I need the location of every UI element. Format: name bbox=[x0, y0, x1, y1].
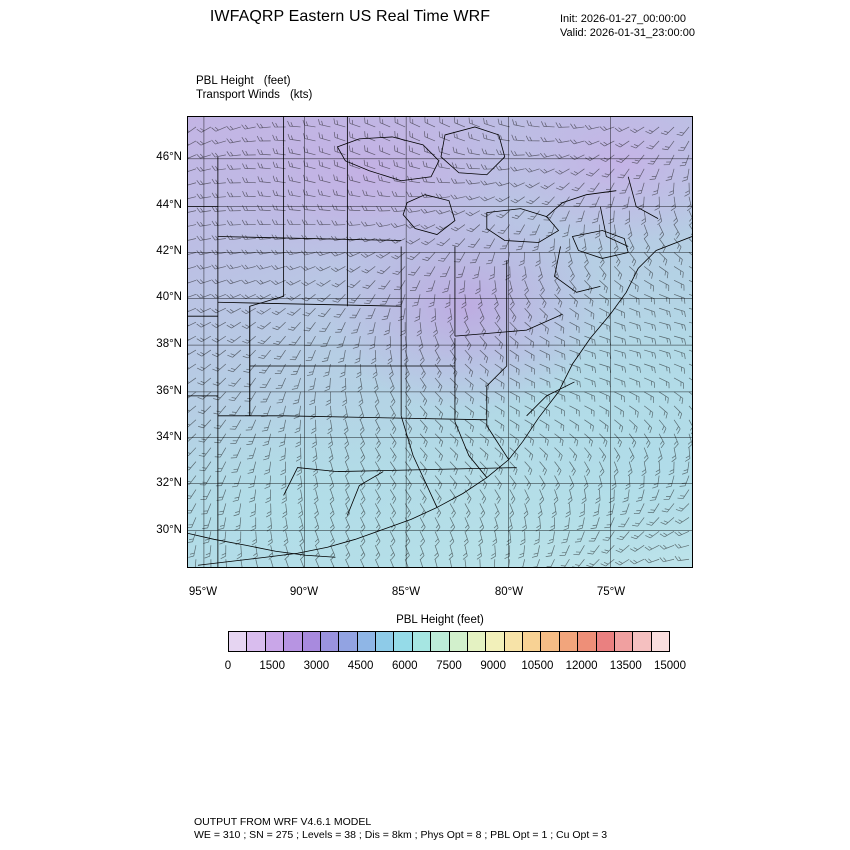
y-axis-tick-labels bbox=[132, 116, 182, 568]
colorbar-swatch bbox=[376, 632, 394, 651]
colorbar[interactable] bbox=[228, 631, 670, 652]
y-tick-label: 42°N bbox=[156, 245, 182, 257]
colorbar-swatch bbox=[303, 632, 321, 651]
colorbar-swatch bbox=[339, 632, 357, 651]
colorbar-swatch bbox=[321, 632, 339, 651]
colorbar-tick-label: 3000 bbox=[303, 660, 330, 672]
map-geography-layer bbox=[188, 117, 692, 567]
footer-line-config: WE = 310 ; SN = 275 ; Levels = 38 ; Dis = 8km ; Phys Opt = 8 ; PBL Opt = 1 ; Cu Opt = 3 bbox=[194, 829, 608, 841]
colorbar-tick-label: 13500 bbox=[609, 660, 642, 672]
colorbar-swatch bbox=[560, 632, 578, 651]
colorbar-tick-label: 4500 bbox=[347, 660, 374, 672]
colorbar-swatch bbox=[523, 632, 541, 651]
x-tick-label: 85°W bbox=[391, 586, 421, 598]
field-name-transport-winds: Transport Winds bbox=[196, 89, 280, 101]
x-axis-tick-labels bbox=[150, 586, 730, 604]
x-tick-label: 95°W bbox=[188, 586, 218, 598]
field-units-transport-winds: (kts) bbox=[289, 89, 313, 101]
colorbar-tick-label: 15000 bbox=[654, 660, 686, 672]
init-time-label: Init: 2026-01-27_00:00:00 bbox=[560, 13, 686, 25]
colorbar-swatch bbox=[266, 632, 284, 651]
y-tick-label: 46°N bbox=[156, 151, 182, 163]
x-tick-label: 90°W bbox=[289, 586, 319, 598]
y-tick-label: 44°N bbox=[156, 199, 182, 211]
colorbar-title: PBL Height (feet) bbox=[396, 614, 484, 626]
colorbar-swatch bbox=[633, 632, 651, 651]
colorbar-tick-label: 0 bbox=[224, 660, 232, 672]
colorbar-swatch bbox=[431, 632, 449, 651]
y-tick-label: 38°N bbox=[156, 338, 182, 350]
y-tick-label: 40°N bbox=[156, 291, 182, 303]
x-tick-label: 80°W bbox=[494, 586, 524, 598]
colorbar-swatch bbox=[652, 632, 669, 651]
y-tick-label: 32°N bbox=[156, 477, 182, 489]
y-tick-label: 30°N bbox=[156, 524, 182, 536]
colorbar-swatch bbox=[413, 632, 431, 651]
colorbar-swatch bbox=[597, 632, 615, 651]
colorbar-swatch bbox=[615, 632, 633, 651]
colorbar-swatch bbox=[541, 632, 559, 651]
model-time-block bbox=[560, 12, 695, 40]
colorbar-swatch bbox=[394, 632, 412, 651]
colorbar-tick-label: 1500 bbox=[259, 660, 285, 672]
colorbar-swatch bbox=[229, 632, 247, 651]
field-label-pbl-height bbox=[196, 74, 312, 88]
colorbar-swatch bbox=[505, 632, 523, 651]
field-name-pbl-height: PBL Height bbox=[196, 75, 254, 87]
field-label-block bbox=[196, 74, 312, 102]
colorbar-swatch bbox=[578, 632, 596, 651]
map-plot-area[interactable] bbox=[187, 116, 693, 568]
colorbar-tick-label: 7500 bbox=[436, 660, 462, 672]
colorbar-tick-labels bbox=[188, 660, 710, 676]
colorbar-tick-label: 12000 bbox=[565, 660, 598, 672]
footer-line-model: OUTPUT FROM WRF V4.6.1 MODEL bbox=[194, 816, 372, 828]
colorbar-swatch bbox=[358, 632, 376, 651]
colorbar-swatch bbox=[450, 632, 468, 651]
colorbar-swatch bbox=[486, 632, 504, 651]
colorbar-tick-label: 10500 bbox=[521, 660, 554, 672]
model-footer bbox=[194, 816, 607, 842]
colorbar-swatch bbox=[468, 632, 486, 651]
colorbar-swatch bbox=[284, 632, 302, 651]
field-units-pbl-height: (feet) bbox=[263, 75, 291, 87]
page-title: IWFAQRP Eastern US Real Time WRF bbox=[209, 8, 491, 25]
y-tick-label: 34°N bbox=[156, 431, 182, 443]
colorbar-swatch bbox=[247, 632, 265, 651]
x-tick-label: 75°W bbox=[596, 586, 626, 598]
y-tick-label: 36°N bbox=[156, 385, 182, 397]
field-label-transport-winds bbox=[196, 88, 312, 102]
valid-time-label: Valid: 2026-01-31_23:00:00 bbox=[560, 27, 695, 39]
colorbar-tick-label: 6000 bbox=[392, 660, 418, 672]
colorbar-tick-label: 9000 bbox=[480, 660, 506, 672]
